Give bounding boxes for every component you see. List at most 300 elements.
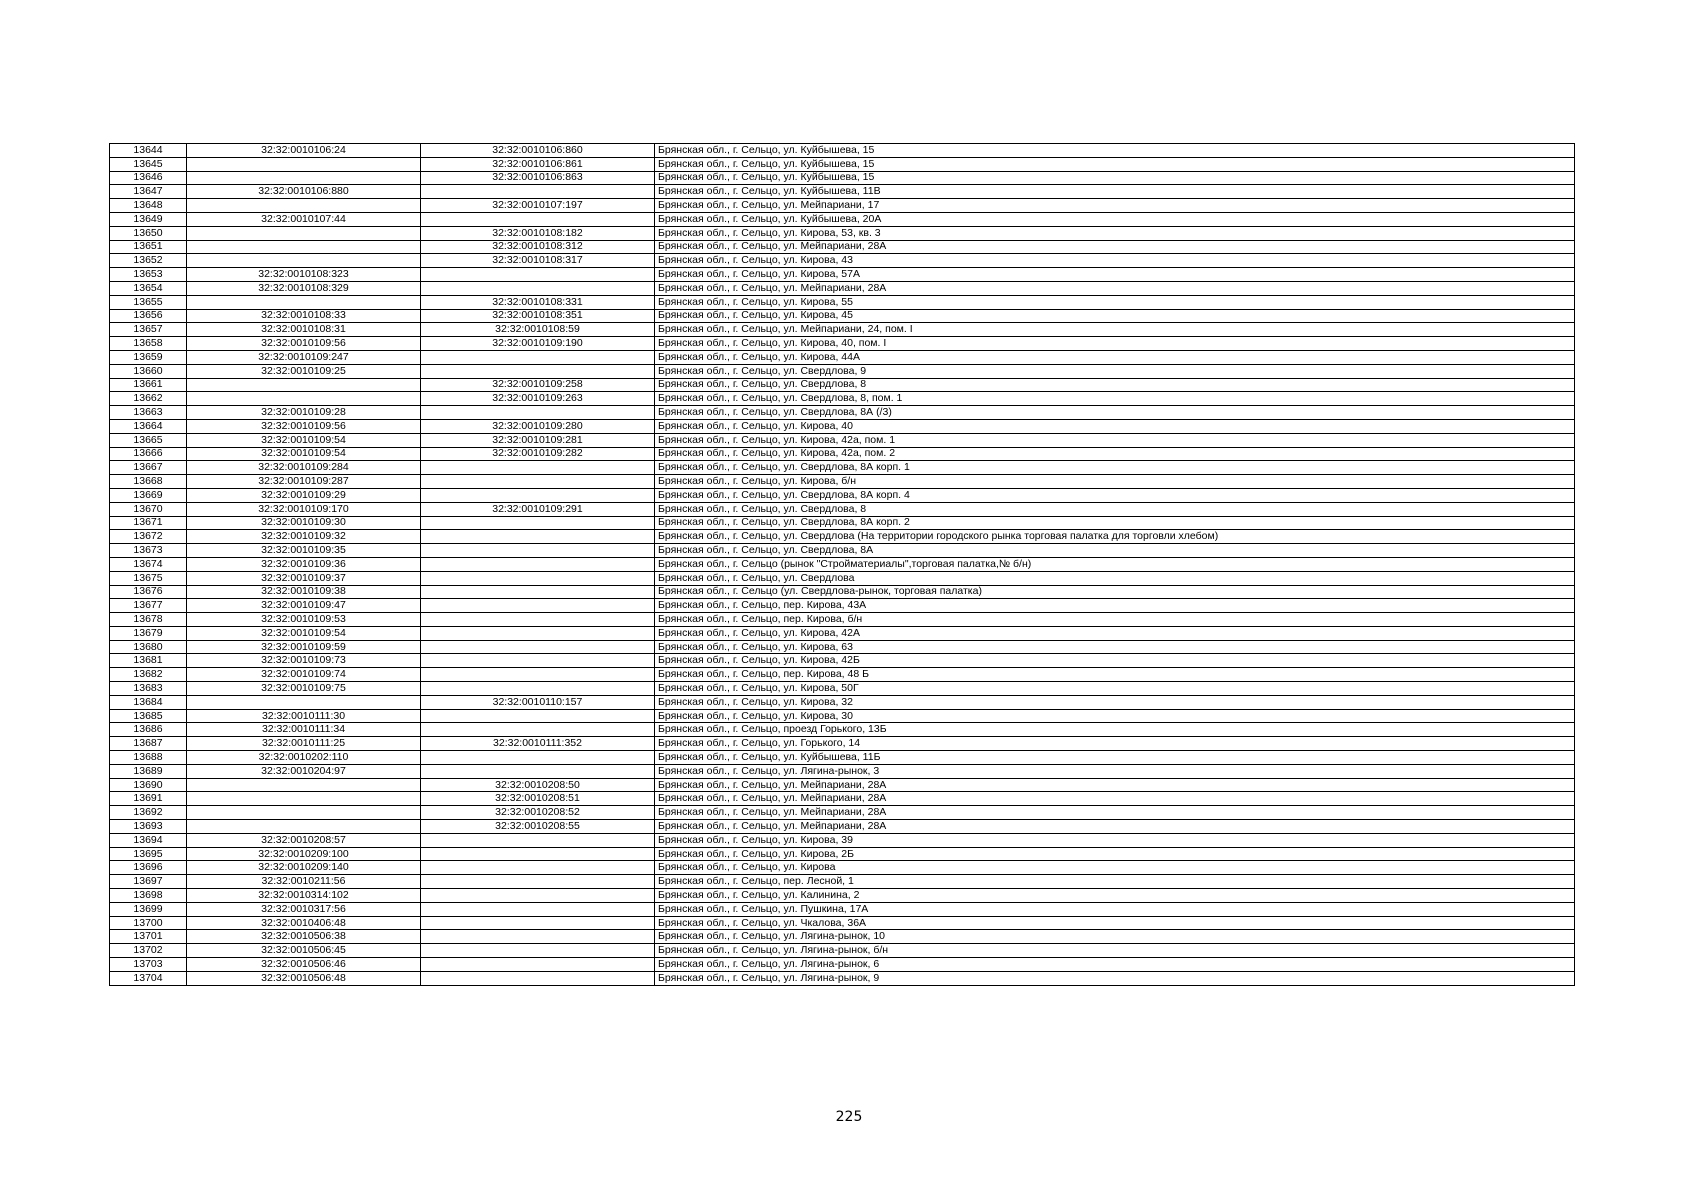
- cadastral-number-land-cell: 32:32:0010109:47: [187, 599, 421, 613]
- address-cell: Брянская обл., г. Сельцо, ул. Куйбышева, 15: [655, 157, 1575, 171]
- row-number-cell: 13697: [110, 875, 187, 889]
- table-body: [110, 144, 1575, 986]
- table-row: [110, 971, 1575, 985]
- cadastral-number-land-cell: [187, 199, 421, 213]
- cadastral-number-land-cell: 32:32:0010109:25: [187, 364, 421, 378]
- row-number-cell: 13676: [110, 585, 187, 599]
- table-row: [110, 433, 1575, 447]
- cadastral-number-building-cell: [421, 902, 655, 916]
- row-number-cell: 13684: [110, 695, 187, 709]
- cadastral-number-building-cell: [421, 281, 655, 295]
- cadastral-number-building-cell: [421, 571, 655, 585]
- cadastral-number-building-cell: [421, 668, 655, 682]
- table-row: [110, 723, 1575, 737]
- cadastral-number-building-cell: [421, 516, 655, 530]
- cadastral-number-building-cell: 32:32:0010111:352: [421, 737, 655, 751]
- address-cell: Брянская обл., г. Сельцо, ул. Мейпариани, 28А: [655, 778, 1575, 792]
- address-cell: Брянская обл., г. Сельцо, ул. Свердлова, 8А корп. 2: [655, 516, 1575, 530]
- row-number-cell: 13699: [110, 902, 187, 916]
- table-row: [110, 654, 1575, 668]
- address-cell: Брянская обл., г. Сельцо, ул. Кирова, 55: [655, 295, 1575, 309]
- address-cell: Брянская обл., г. Сельцо, ул. Куйбышева, 11Б: [655, 751, 1575, 765]
- address-cell: Брянская обл., г. Сельцо, ул. Куйбышева, 15: [655, 144, 1575, 158]
- row-number-cell: 13648: [110, 199, 187, 213]
- page-number: 225: [835, 1109, 863, 1125]
- row-number-cell: 13702: [110, 944, 187, 958]
- cadastral-number-land-cell: 32:32:0010106:24: [187, 144, 421, 158]
- cadastral-number-land-cell: [187, 820, 421, 834]
- address-cell: Брянская обл., г. Сельцо, ул. Лягина-рынок, 9: [655, 971, 1575, 985]
- cadastral-number-building-cell: [421, 530, 655, 544]
- cadastral-number-land-cell: 32:32:0010209:100: [187, 847, 421, 861]
- cadastral-number-building-cell: [421, 764, 655, 778]
- cadastral-number-land-cell: [187, 378, 421, 392]
- cadastral-number-land-cell: 32:32:0010211:56: [187, 875, 421, 889]
- row-number-cell: 13651: [110, 240, 187, 254]
- cadastral-number-building-cell: [421, 185, 655, 199]
- cadastral-number-building-cell: 32:32:0010109:281: [421, 433, 655, 447]
- cadastral-number-building-cell: [421, 930, 655, 944]
- cadastral-number-land-cell: 32:32:0010202:110: [187, 751, 421, 765]
- row-number-cell: 13695: [110, 847, 187, 861]
- cadastral-number-land-cell: 32:32:0010109:247: [187, 350, 421, 364]
- row-number-cell: 13650: [110, 226, 187, 240]
- cadastral-number-land-cell: [187, 157, 421, 171]
- row-number-cell: 13658: [110, 337, 187, 351]
- table-row: [110, 599, 1575, 613]
- row-number-cell: 13690: [110, 778, 187, 792]
- table-row: [110, 281, 1575, 295]
- cadastral-number-building-cell: 32:32:0010106:861: [421, 157, 655, 171]
- cadastral-number-building-cell: 32:32:0010109:291: [421, 502, 655, 516]
- table-row: [110, 254, 1575, 268]
- cadastral-number-building-cell: [421, 875, 655, 889]
- address-cell: Брянская обл., г. Сельцо, ул. Свердлова: [655, 571, 1575, 585]
- table-row: [110, 419, 1575, 433]
- cadastral-number-land-cell: 32:32:0010208:57: [187, 833, 421, 847]
- table-row: [110, 350, 1575, 364]
- cadastral-number-building-cell: 32:32:0010107:197: [421, 199, 655, 213]
- table-row: [110, 530, 1575, 544]
- cadastral-number-land-cell: 32:32:0010109:53: [187, 613, 421, 627]
- table-row: [110, 392, 1575, 406]
- row-number-cell: 13686: [110, 723, 187, 737]
- address-cell: Брянская обл., г. Сельцо, ул. Кирова, 44А: [655, 350, 1575, 364]
- table-row: [110, 695, 1575, 709]
- address-cell: Брянская обл., г. Сельцо, ул. Кирова, 43: [655, 254, 1575, 268]
- table-row: [110, 875, 1575, 889]
- table-row: [110, 171, 1575, 185]
- cadastral-number-building-cell: [421, 212, 655, 226]
- cadastral-number-land-cell: [187, 171, 421, 185]
- cadastral-number-land-cell: 32:32:0010109:36: [187, 557, 421, 571]
- address-cell: Брянская обл., г. Сельцо, ул. Кирова, 39: [655, 833, 1575, 847]
- row-number-cell: 13704: [110, 971, 187, 985]
- row-number-cell: 13679: [110, 626, 187, 640]
- address-cell: Брянская обл., г. Сельцо, ул. Горького, 14: [655, 737, 1575, 751]
- address-cell: Брянская обл., г. Сельцо, ул. Свердлова, 8А корп. 4: [655, 488, 1575, 502]
- cadastral-number-building-cell: [421, 751, 655, 765]
- row-number-cell: 13657: [110, 323, 187, 337]
- address-cell: Брянская обл., г. Сельцо, ул. Лягина-рынок, 3: [655, 764, 1575, 778]
- address-cell: Брянская обл., г. Сельцо, пер. Кирова, 43А: [655, 599, 1575, 613]
- cadastral-number-land-cell: 32:32:0010111:30: [187, 709, 421, 723]
- cadastral-number-land-cell: 32:32:0010109:74: [187, 668, 421, 682]
- row-number-cell: 13691: [110, 792, 187, 806]
- cadastral-number-building-cell: [421, 723, 655, 737]
- table-row: [110, 461, 1575, 475]
- cadastral-number-building-cell: 32:32:0010106:860: [421, 144, 655, 158]
- cadastral-number-land-cell: 32:32:0010109:35: [187, 544, 421, 558]
- table-row: [110, 502, 1575, 516]
- table-row: [110, 778, 1575, 792]
- cadastral-number-land-cell: [187, 778, 421, 792]
- cadastral-number-land-cell: 32:32:0010317:56: [187, 902, 421, 916]
- address-cell: Брянская обл., г. Сельцо, ул. Свердлова, 8: [655, 502, 1575, 516]
- address-cell: Брянская обл., г. Сельцо, ул. Кирова, 45: [655, 309, 1575, 323]
- address-cell: Брянская обл., г. Сельцо, ул. Мейпариани, 28А: [655, 806, 1575, 820]
- cadastral-number-building-cell: 32:32:0010108:182: [421, 226, 655, 240]
- address-cell: Брянская обл., г. Сельцо, ул. Мейпариани, 28А: [655, 240, 1575, 254]
- cadastral-number-building-cell: [421, 613, 655, 627]
- row-number-cell: 13675: [110, 571, 187, 585]
- row-number-cell: 13688: [110, 751, 187, 765]
- row-number-cell: 13649: [110, 212, 187, 226]
- row-number-cell: 13669: [110, 488, 187, 502]
- address-cell: Брянская обл., г. Сельцо, ул. Лягина-рынок, 6: [655, 958, 1575, 972]
- address-cell: Брянская обл., г. Сельцо, ул. Куйбышева, 20А: [655, 212, 1575, 226]
- cadastral-number-land-cell: 32:32:0010109:59: [187, 640, 421, 654]
- table-row: [110, 557, 1575, 571]
- cadastral-number-land-cell: 32:32:0010109:38: [187, 585, 421, 599]
- cadastral-number-building-cell: [421, 944, 655, 958]
- cadastral-number-building-cell: [421, 916, 655, 930]
- address-cell: Брянская обл., г. Сельцо, ул. Чкалова, 36А: [655, 916, 1575, 930]
- cadastral-number-land-cell: 32:32:0010204:97: [187, 764, 421, 778]
- row-number-cell: 13685: [110, 709, 187, 723]
- row-number-cell: 13655: [110, 295, 187, 309]
- address-cell: Брянская обл., г. Сельцо, ул. Мейпариани, 24, пом. I: [655, 323, 1575, 337]
- cadastral-number-land-cell: 32:32:0010506:46: [187, 958, 421, 972]
- table-row: [110, 640, 1575, 654]
- address-cell: Брянская обл., г. Сельцо, ул. Мейпариани, 28А: [655, 820, 1575, 834]
- cadastral-number-land-cell: 32:32:0010111:34: [187, 723, 421, 737]
- address-cell: Брянская обл., г. Сельцо, ул. Кирова, 30: [655, 709, 1575, 723]
- row-number-cell: 13689: [110, 764, 187, 778]
- cadastral-number-land-cell: 32:32:0010506:38: [187, 930, 421, 944]
- cadastral-number-building-cell: [421, 364, 655, 378]
- table-row: [110, 212, 1575, 226]
- cadastral-number-building-cell: [421, 557, 655, 571]
- row-number-cell: 13683: [110, 682, 187, 696]
- table-row: [110, 861, 1575, 875]
- cadastral-number-building-cell: [421, 833, 655, 847]
- cadastral-number-building-cell: 32:32:0010208:52: [421, 806, 655, 820]
- cadastral-number-land-cell: 32:32:0010108:33: [187, 309, 421, 323]
- table-row: [110, 226, 1575, 240]
- address-cell: Брянская обл., г. Сельцо, ул. Свердлова, 9: [655, 364, 1575, 378]
- table-row: [110, 488, 1575, 502]
- table-row: [110, 475, 1575, 489]
- cadastral-number-land-cell: 32:32:0010506:48: [187, 971, 421, 985]
- table-row: [110, 668, 1575, 682]
- cadastral-number-building-cell: 32:32:0010208:55: [421, 820, 655, 834]
- cadastral-number-land-cell: 32:32:0010109:28: [187, 406, 421, 420]
- address-cell: Брянская обл., г. Сельцо, ул. Кирова, 42А: [655, 626, 1575, 640]
- row-number-cell: 13703: [110, 958, 187, 972]
- cadastral-number-land-cell: 32:32:0010406:48: [187, 916, 421, 930]
- cadastral-number-building-cell: [421, 709, 655, 723]
- table-row: [110, 364, 1575, 378]
- row-number-cell: 13670: [110, 502, 187, 516]
- table-row: [110, 916, 1575, 930]
- cadastral-number-building-cell: 32:32:0010108:312: [421, 240, 655, 254]
- table-row: [110, 378, 1575, 392]
- cadastral-number-land-cell: 32:32:0010109:54: [187, 433, 421, 447]
- row-number-cell: 13667: [110, 461, 187, 475]
- table-row: [110, 944, 1575, 958]
- cadastral-number-land-cell: 32:32:0010108:329: [187, 281, 421, 295]
- row-number-cell: 13662: [110, 392, 187, 406]
- address-cell: Брянская обл., г. Сельцо, ул. Кирова, 40: [655, 419, 1575, 433]
- address-cell: Брянская обл., г. Сельцо, ул. Кирова, 40, пом. I: [655, 337, 1575, 351]
- address-cell: Брянская обл., г. Сельцо, ул. Кирова, б/н: [655, 475, 1575, 489]
- cadastral-number-building-cell: 32:32:0010106:863: [421, 171, 655, 185]
- table-row: [110, 682, 1575, 696]
- cadastral-number-land-cell: [187, 226, 421, 240]
- address-cell: Брянская обл., г. Сельцо, ул. Кирова, 57А: [655, 268, 1575, 282]
- cadastral-number-land-cell: 32:32:0010109:54: [187, 447, 421, 461]
- table-row: [110, 626, 1575, 640]
- cadastral-number-building-cell: 32:32:0010108:331: [421, 295, 655, 309]
- address-cell: Брянская обл., г. Сельцо, ул. Мейпариани, 28А: [655, 281, 1575, 295]
- cadastral-number-building-cell: [421, 406, 655, 420]
- address-cell: Брянская обл., г. Сельцо, ул. Мейпариани, 17: [655, 199, 1575, 213]
- address-cell: Брянская обл., г. Сельцо, ул. Кирова: [655, 861, 1575, 875]
- row-number-cell: 13659: [110, 350, 187, 364]
- cadastral-number-land-cell: 32:32:0010209:140: [187, 861, 421, 875]
- cadastral-number-building-cell: [421, 626, 655, 640]
- cadastral-number-building-cell: [421, 544, 655, 558]
- cadastral-number-building-cell: [421, 889, 655, 903]
- address-cell: Брянская обл., г. Сельцо, ул. Свердлова, 8А (/3): [655, 406, 1575, 420]
- cadastral-number-building-cell: [421, 958, 655, 972]
- row-number-cell: 13700: [110, 916, 187, 930]
- address-cell: Брянская обл., г. Сельцо, ул. Кирова, 2Б: [655, 847, 1575, 861]
- table-row: [110, 751, 1575, 765]
- row-number-cell: 13668: [110, 475, 187, 489]
- table-row: [110, 585, 1575, 599]
- row-number-cell: 13672: [110, 530, 187, 544]
- cadastral-number-building-cell: 32:32:0010208:51: [421, 792, 655, 806]
- address-cell: Брянская обл., г. Сельцо, ул. Кирова, 53, кв. 3: [655, 226, 1575, 240]
- table-row: [110, 792, 1575, 806]
- table-row: [110, 447, 1575, 461]
- cadastral-number-land-cell: [187, 240, 421, 254]
- table-row: [110, 268, 1575, 282]
- table-row: [110, 144, 1575, 158]
- row-number-cell: 13661: [110, 378, 187, 392]
- row-number-cell: 13671: [110, 516, 187, 530]
- row-number-cell: 13666: [110, 447, 187, 461]
- address-cell: Брянская обл., г. Сельцо, ул. Мейпариани, 28А: [655, 792, 1575, 806]
- row-number-cell: 13698: [110, 889, 187, 903]
- row-number-cell: 13663: [110, 406, 187, 420]
- table-row: [110, 199, 1575, 213]
- cadastral-number-building-cell: 32:32:0010108:59: [421, 323, 655, 337]
- cadastral-number-land-cell: [187, 792, 421, 806]
- row-number-cell: 13653: [110, 268, 187, 282]
- address-cell: Брянская обл., г. Сельцо, ул. Кирова, 42а, пом. 1: [655, 433, 1575, 447]
- cadastral-number-land-cell: 32:32:0010109:32: [187, 530, 421, 544]
- table-row: [110, 323, 1575, 337]
- cadastral-number-land-cell: 32:32:0010108:31: [187, 323, 421, 337]
- cadastral-number-land-cell: 32:32:0010109:30: [187, 516, 421, 530]
- cadastral-number-building-cell: [421, 475, 655, 489]
- cadastral-number-building-cell: [421, 640, 655, 654]
- cadastral-number-land-cell: 32:32:0010109:73: [187, 654, 421, 668]
- address-cell: Брянская обл., г. Сельцо, ул. Кирова, 63: [655, 640, 1575, 654]
- cadastral-number-land-cell: 32:32:0010109:75: [187, 682, 421, 696]
- address-cell: Брянская обл., г. Сельцо (рынок "Стройматериалы",торговая палатка,№ б/н): [655, 557, 1575, 571]
- table-row: [110, 889, 1575, 903]
- table-row: [110, 406, 1575, 420]
- row-number-cell: 13677: [110, 599, 187, 613]
- row-number-cell: 13680: [110, 640, 187, 654]
- row-number-cell: 13646: [110, 171, 187, 185]
- row-number-cell: 13656: [110, 309, 187, 323]
- cadastral-number-building-cell: 32:32:0010109:263: [421, 392, 655, 406]
- row-number-cell: 13664: [110, 419, 187, 433]
- cadastral-number-land-cell: [187, 806, 421, 820]
- table-row: [110, 613, 1575, 627]
- cadastral-number-land-cell: [187, 392, 421, 406]
- address-cell: Брянская обл., г. Сельцо, ул. Свердлова, 8А корп. 1: [655, 461, 1575, 475]
- cadastral-number-building-cell: 32:32:0010109:282: [421, 447, 655, 461]
- table-row: [110, 764, 1575, 778]
- row-number-cell: 13652: [110, 254, 187, 268]
- row-number-cell: 13654: [110, 281, 187, 295]
- cadastral-number-land-cell: 32:32:0010506:45: [187, 944, 421, 958]
- cadastral-number-building-cell: [421, 268, 655, 282]
- cadastral-number-building-cell: 32:32:0010108:351: [421, 309, 655, 323]
- row-number-cell: 13687: [110, 737, 187, 751]
- cadastral-number-building-cell: [421, 461, 655, 475]
- address-cell: Брянская обл., г. Сельцо, ул. Лягина-рынок, 10: [655, 930, 1575, 944]
- cadastral-number-building-cell: 32:32:0010109:280: [421, 419, 655, 433]
- cadastral-number-building-cell: [421, 585, 655, 599]
- address-cell: Брянская обл., г. Сельцо, ул. Кирова, 42Б: [655, 654, 1575, 668]
- cadastral-number-land-cell: 32:32:0010106:880: [187, 185, 421, 199]
- table-row: [110, 820, 1575, 834]
- row-number-cell: 13674: [110, 557, 187, 571]
- cadastral-number-land-cell: 32:32:0010314:102: [187, 889, 421, 903]
- row-number-cell: 13660: [110, 364, 187, 378]
- cadastral-number-land-cell: 32:32:0010109:284: [187, 461, 421, 475]
- cadastral-number-land-cell: 32:32:0010109:287: [187, 475, 421, 489]
- cadastral-number-land-cell: 32:32:0010107:44: [187, 212, 421, 226]
- address-cell: Брянская обл., г. Сельцо (ул. Свердлова-рынок, торговая палатка): [655, 585, 1575, 599]
- row-number-cell: 13694: [110, 833, 187, 847]
- address-cell: Брянская обл., г. Сельцо, ул. Свердлова, 8А: [655, 544, 1575, 558]
- row-number-cell: 13692: [110, 806, 187, 820]
- cadastral-number-building-cell: [421, 599, 655, 613]
- cadastral-number-land-cell: 32:32:0010111:25: [187, 737, 421, 751]
- cadastral-number-land-cell: 32:32:0010108:323: [187, 268, 421, 282]
- row-number-cell: 13681: [110, 654, 187, 668]
- table-row: [110, 737, 1575, 751]
- table-row: [110, 309, 1575, 323]
- address-cell: Брянская обл., г. Сельцо, ул. Свердлова, 8: [655, 378, 1575, 392]
- row-number-cell: 13673: [110, 544, 187, 558]
- property-table: [109, 143, 1575, 986]
- row-number-cell: 13645: [110, 157, 187, 171]
- cadastral-number-land-cell: 32:32:0010109:29: [187, 488, 421, 502]
- cadastral-number-building-cell: [421, 847, 655, 861]
- cadastral-number-building-cell: 32:32:0010108:317: [421, 254, 655, 268]
- cadastral-number-building-cell: [421, 861, 655, 875]
- cadastral-number-building-cell: [421, 654, 655, 668]
- address-cell: Брянская обл., г. Сельцо, ул. Калинина, 2: [655, 889, 1575, 903]
- address-cell: Брянская обл., г. Сельцо, пер. Кирова, 48 Б: [655, 668, 1575, 682]
- cadastral-number-land-cell: [187, 295, 421, 309]
- address-cell: Брянская обл., г. Сельцо, ул. Свердлова (На территории городского рынка торговая палатка для торговли хлебом): [655, 530, 1575, 544]
- address-cell: Брянская обл., г. Сельцо, ул. Свердлова, 8, пом. 1: [655, 392, 1575, 406]
- row-number-cell: 13644: [110, 144, 187, 158]
- table-row: [110, 902, 1575, 916]
- cadastral-number-building-cell: 32:32:0010208:50: [421, 778, 655, 792]
- address-cell: Брянская обл., г. Сельцо, ул. Кирова, 50Г: [655, 682, 1575, 696]
- cadastral-number-building-cell: 32:32:0010109:258: [421, 378, 655, 392]
- row-number-cell: 13647: [110, 185, 187, 199]
- row-number-cell: 13682: [110, 668, 187, 682]
- cadastral-number-land-cell: 32:32:0010109:56: [187, 419, 421, 433]
- table-row: [110, 516, 1575, 530]
- cadastral-number-land-cell: [187, 254, 421, 268]
- address-cell: Брянская обл., г. Сельцо, ул. Кирова, 42а, пом. 2: [655, 447, 1575, 461]
- table-row: [110, 833, 1575, 847]
- address-cell: Брянская обл., г. Сельцо, ул. Пушкина, 17А: [655, 902, 1575, 916]
- cadastral-number-land-cell: 32:32:0010109:37: [187, 571, 421, 585]
- address-cell: Брянская обл., г. Сельцо, пер. Кирова, б/н: [655, 613, 1575, 627]
- cadastral-number-building-cell: [421, 488, 655, 502]
- address-cell: Брянская обл., г. Сельцо, проезд Горького, 13Б: [655, 723, 1575, 737]
- cadastral-number-land-cell: [187, 695, 421, 709]
- address-cell: Брянская обл., г. Сельцо, ул. Куйбышева, 15: [655, 171, 1575, 185]
- cadastral-number-land-cell: 32:32:0010109:56: [187, 337, 421, 351]
- table-row: [110, 240, 1575, 254]
- row-number-cell: 13701: [110, 930, 187, 944]
- table-row: [110, 958, 1575, 972]
- table-row: [110, 571, 1575, 585]
- row-number-cell: 13678: [110, 613, 187, 627]
- row-number-cell: 13665: [110, 433, 187, 447]
- cadastral-number-land-cell: 32:32:0010109:170: [187, 502, 421, 516]
- address-cell: Брянская обл., г. Сельцо, пер. Лесной, 1: [655, 875, 1575, 889]
- cadastral-number-building-cell: 32:32:0010110:157: [421, 695, 655, 709]
- row-number-cell: 13693: [110, 820, 187, 834]
- table-row: [110, 185, 1575, 199]
- cadastral-number-land-cell: 32:32:0010109:54: [187, 626, 421, 640]
- address-cell: Брянская обл., г. Сельцо, ул. Лягина-рынок, б/н: [655, 944, 1575, 958]
- table-row: [110, 847, 1575, 861]
- table-row: [110, 295, 1575, 309]
- address-cell: Брянская обл., г. Сельцо, ул. Кирова, 32: [655, 695, 1575, 709]
- table-row: [110, 544, 1575, 558]
- cadastral-number-building-cell: 32:32:0010109:190: [421, 337, 655, 351]
- cadastral-number-building-cell: [421, 682, 655, 696]
- table-row: [110, 709, 1575, 723]
